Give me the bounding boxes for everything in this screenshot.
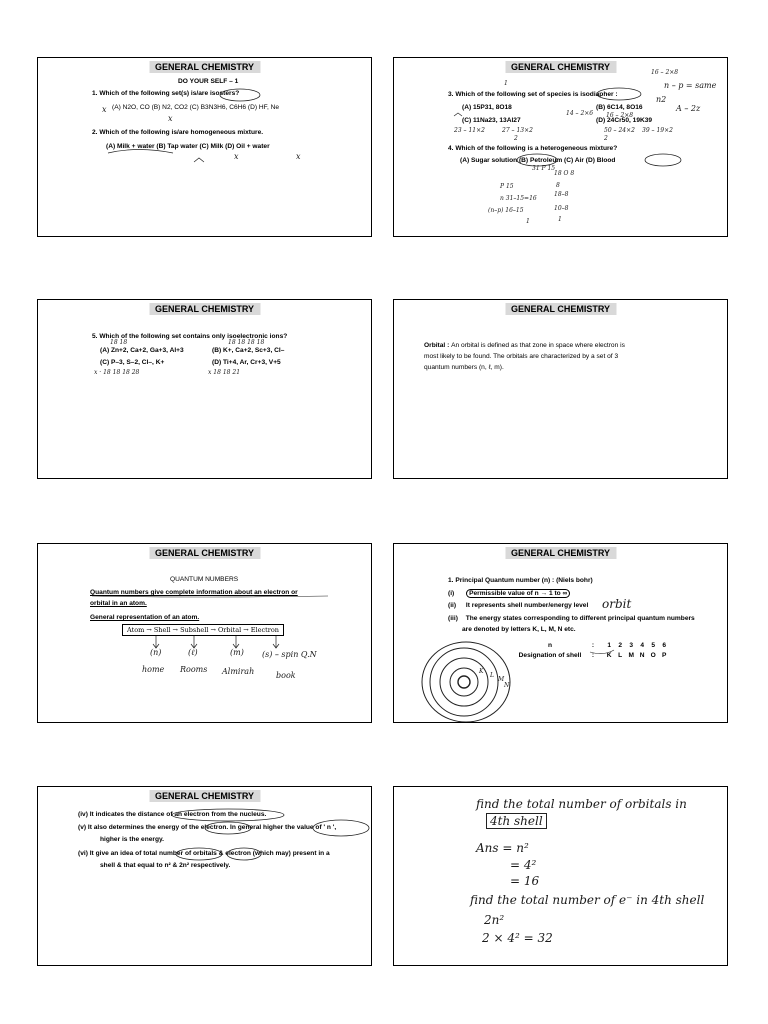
ink-note: 16 – 2×8: [606, 112, 634, 119]
n-label: n: [547, 642, 553, 649]
qn-definition-1: Quantum numbers give complete information about an electron or: [90, 589, 298, 596]
question-2: 2. Which of the following is/are homogeneous mixture.: [92, 129, 264, 136]
point-vi-line-2: shell & that equal to n² & 2n² respectively.: [100, 862, 231, 869]
ink-mark: x: [234, 152, 239, 161]
slide-7: [37, 786, 372, 966]
shell-letter: L: [618, 652, 623, 659]
handwritten-line: = 16: [510, 874, 540, 888]
handwritten-line: Ans = n²: [476, 841, 529, 855]
question-4: 4. Which of the following is a heterogeneous mixture?: [448, 145, 618, 152]
question-5: 5. Which of the following set contains only isoelectronic ions?: [92, 333, 288, 340]
question-4-options: (A) Sugar solution (B) Petroleum (C) Air (D) Blood: [460, 157, 616, 164]
qn-definition-2: orbital in an atom.: [90, 600, 147, 607]
question-3-option-a: (A) 15P31, 8O18: [462, 104, 512, 111]
ink-note: 14 – 2×6: [566, 110, 594, 117]
question-5-option-d: (D) Ti+4, Ar, Cr+3, V+5: [212, 359, 281, 366]
point-iii-text-2: are denoted by letters K, L, M, N etc.: [462, 626, 576, 633]
shell-letter: N: [639, 652, 645, 659]
handwritten-line: find the total number of e⁻ in 4th shell: [470, 893, 705, 907]
ink-note: 27 – 13×2: [502, 127, 533, 134]
handwritten-line: find the total number of orbitals in: [476, 797, 687, 811]
ink-note: x · 18 18 18 28: [94, 369, 140, 376]
n-value: 3: [629, 642, 634, 649]
ink-word: home: [142, 665, 165, 674]
point-i-text: Permissible value of n → 1 to ∞: [466, 589, 570, 598]
ink-annotation: [38, 58, 372, 237]
ink-note: x 18 18 21: [208, 369, 241, 376]
point-vi-line-1: (vi) It give an idea of total number of orbitals & electron (which may) present in a: [78, 850, 330, 857]
ink-note: 18 18 18 18: [228, 339, 265, 346]
shell-letter: O: [650, 652, 656, 659]
ink-note: 2: [604, 135, 608, 142]
point-iv: (iv) It indicates the distance of an electron from the nucleus.: [78, 811, 267, 818]
shell-letter: K: [606, 652, 612, 659]
ink-word: Rooms: [180, 665, 208, 674]
ink-annotation: [38, 787, 372, 966]
handwritten-line: 2 × 4² = 32: [482, 931, 553, 945]
general-representation: General representation of an atom.: [90, 614, 200, 621]
question-2-options: (A) Milk + water (B) Tap water (C) Milk (D) Oil + water: [106, 143, 270, 150]
shell-rings-sketch: [394, 544, 728, 723]
ink-arrows: [38, 544, 372, 723]
point-v-line-1: (v) It also determines the energy of the electron. In general higher the value of ' n ',: [78, 824, 337, 831]
slide-subtitle: DO YOUR SELF – 1: [178, 78, 239, 85]
slide-header: GENERAL CHEMISTRY: [149, 547, 260, 559]
principal-qn-title: 1. Principal Quantum number (n) : (Niels bohr): [448, 577, 593, 584]
row-colon: :: [591, 652, 595, 659]
question-3-option-b: (B) 6C14, 8O16: [596, 104, 643, 111]
slide-header: GENERAL CHEMISTRY: [149, 61, 260, 73]
ring-label: K: [479, 668, 484, 675]
ink-note: 23 – 11×2: [454, 127, 485, 134]
ink-symbol: (m): [230, 648, 244, 657]
handwritten-line: = 4²: [510, 858, 537, 872]
slide-1: [37, 57, 372, 237]
ink-calc: (n–p) 16–15: [488, 207, 524, 214]
orbital-text-3: quantum numbers (n, ℓ, m).: [424, 364, 504, 371]
slide-header: GENERAL CHEMISTRY: [149, 303, 260, 315]
point-v-line-2: higher is the energy.: [100, 836, 164, 843]
ink-mark: x: [168, 114, 173, 123]
ring-label: N: [504, 682, 510, 689]
question-3: 3. Which of the following set of species is isodiapher :: [448, 91, 618, 98]
slide-3: [37, 299, 372, 479]
orbital-lead: Orbital :: [424, 342, 450, 349]
slide-5: [37, 543, 372, 723]
point-i-label: (i): [448, 590, 455, 597]
point-iii-label: (iii): [448, 615, 458, 622]
n-value: 2: [618, 642, 623, 649]
question-3-option-d: (D) 24Cr50, 19K39: [596, 117, 653, 124]
slide-header: GENERAL CHEMISTRY: [505, 61, 616, 73]
ink-note: 50 – 24×2: [604, 127, 635, 134]
n-value: 6: [662, 642, 667, 649]
n-value: 4: [640, 642, 645, 649]
question-1: 1. Which of the following set(s) is/are isosters?: [92, 90, 240, 97]
ink-note: A – 2z: [676, 104, 701, 113]
handwritten-line: 4th shell: [486, 813, 547, 829]
row-colon: :: [591, 642, 595, 649]
ink-note: orbit: [602, 597, 632, 611]
slide-4: [393, 299, 728, 479]
shell-label: Designation of shell: [518, 652, 582, 659]
ink-calc: 10–8: [554, 205, 569, 212]
slide-8: [393, 786, 728, 966]
ink-word: Almirah: [222, 667, 255, 676]
ink-calc: 1: [526, 218, 530, 225]
question-3-option-c: (C) 11Na23, 13Al27: [462, 117, 521, 124]
shell-letter: P: [661, 652, 667, 659]
ink-calc: 18 O 8: [554, 170, 575, 177]
shell-letter: M: [628, 652, 634, 659]
ink-symbol: (n): [150, 648, 162, 657]
ink-mark: x: [102, 105, 107, 114]
slide-subtitle: QUANTUM NUMBERS: [170, 576, 239, 583]
ink-note: 18 18: [110, 339, 128, 346]
ink-note: n – p = same: [664, 81, 717, 90]
handwritten-line: 2n²: [484, 913, 505, 927]
slide-header: GENERAL CHEMISTRY: [505, 303, 616, 315]
point-iii-text-1: The energy states corresponding to different principal quantum numbers: [465, 615, 695, 622]
ink-note: 1: [504, 80, 508, 87]
ink-mark: x: [296, 152, 301, 161]
ring-label: L: [490, 672, 494, 679]
ink-annotation: [394, 58, 728, 237]
ink-calc: P 15: [500, 183, 514, 190]
slide-header: GENERAL CHEMISTRY: [149, 790, 260, 802]
question-5-option-c: (C) P–3, S–2, Cl–, K+: [100, 359, 165, 366]
ring-label: M: [498, 676, 505, 683]
ink-note: 39 – 19×2: [642, 127, 673, 134]
ink-symbol: (s) – spin Q.N: [262, 650, 317, 659]
orbital-text-1: An orbital is defined as that zone in space where electron is: [451, 342, 625, 349]
slide-header: GENERAL CHEMISTRY: [505, 547, 616, 559]
slide-2: [393, 57, 728, 237]
n-value: 1: [607, 642, 612, 649]
atom-chain-box: Atom → Shell → Subshell → Orbital → Electron: [122, 624, 284, 636]
orbital-definition: [424, 342, 625, 350]
ink-note: n2: [656, 95, 667, 104]
orbital-text-2: most likely to be found. The orbitals are characterized by a set of 3: [424, 353, 619, 360]
slide-6: [393, 543, 728, 723]
point-ii-text: It represents shell number/energy level: [465, 602, 589, 609]
ink-calc: 31 P 15: [532, 165, 556, 172]
ink-note: 2: [514, 135, 518, 142]
ink-calc: 8: [556, 182, 560, 189]
question-5-option-b: (B) K+, Ca+2, Sc+3, Cl–: [212, 347, 285, 354]
ink-note: 16 – 2×8: [651, 69, 679, 76]
ink-calc: n 31–15=16: [500, 195, 537, 202]
ink-symbol: (ℓ): [188, 648, 198, 657]
ink-calc: 18–8: [554, 191, 569, 198]
question-1-options: (A) N2O, CO (B) N2, CO2 (C) B3N3H6, C6H6 (D) HF, Ne: [112, 104, 280, 111]
question-5-option-a: (A) Zn+2, Ca+2, Ga+3, Al+3: [100, 347, 184, 354]
ink-note: 1: [558, 216, 562, 223]
point-ii-label: (ii): [448, 602, 457, 609]
ink-word: book: [276, 671, 296, 680]
n-value: 5: [651, 642, 656, 649]
